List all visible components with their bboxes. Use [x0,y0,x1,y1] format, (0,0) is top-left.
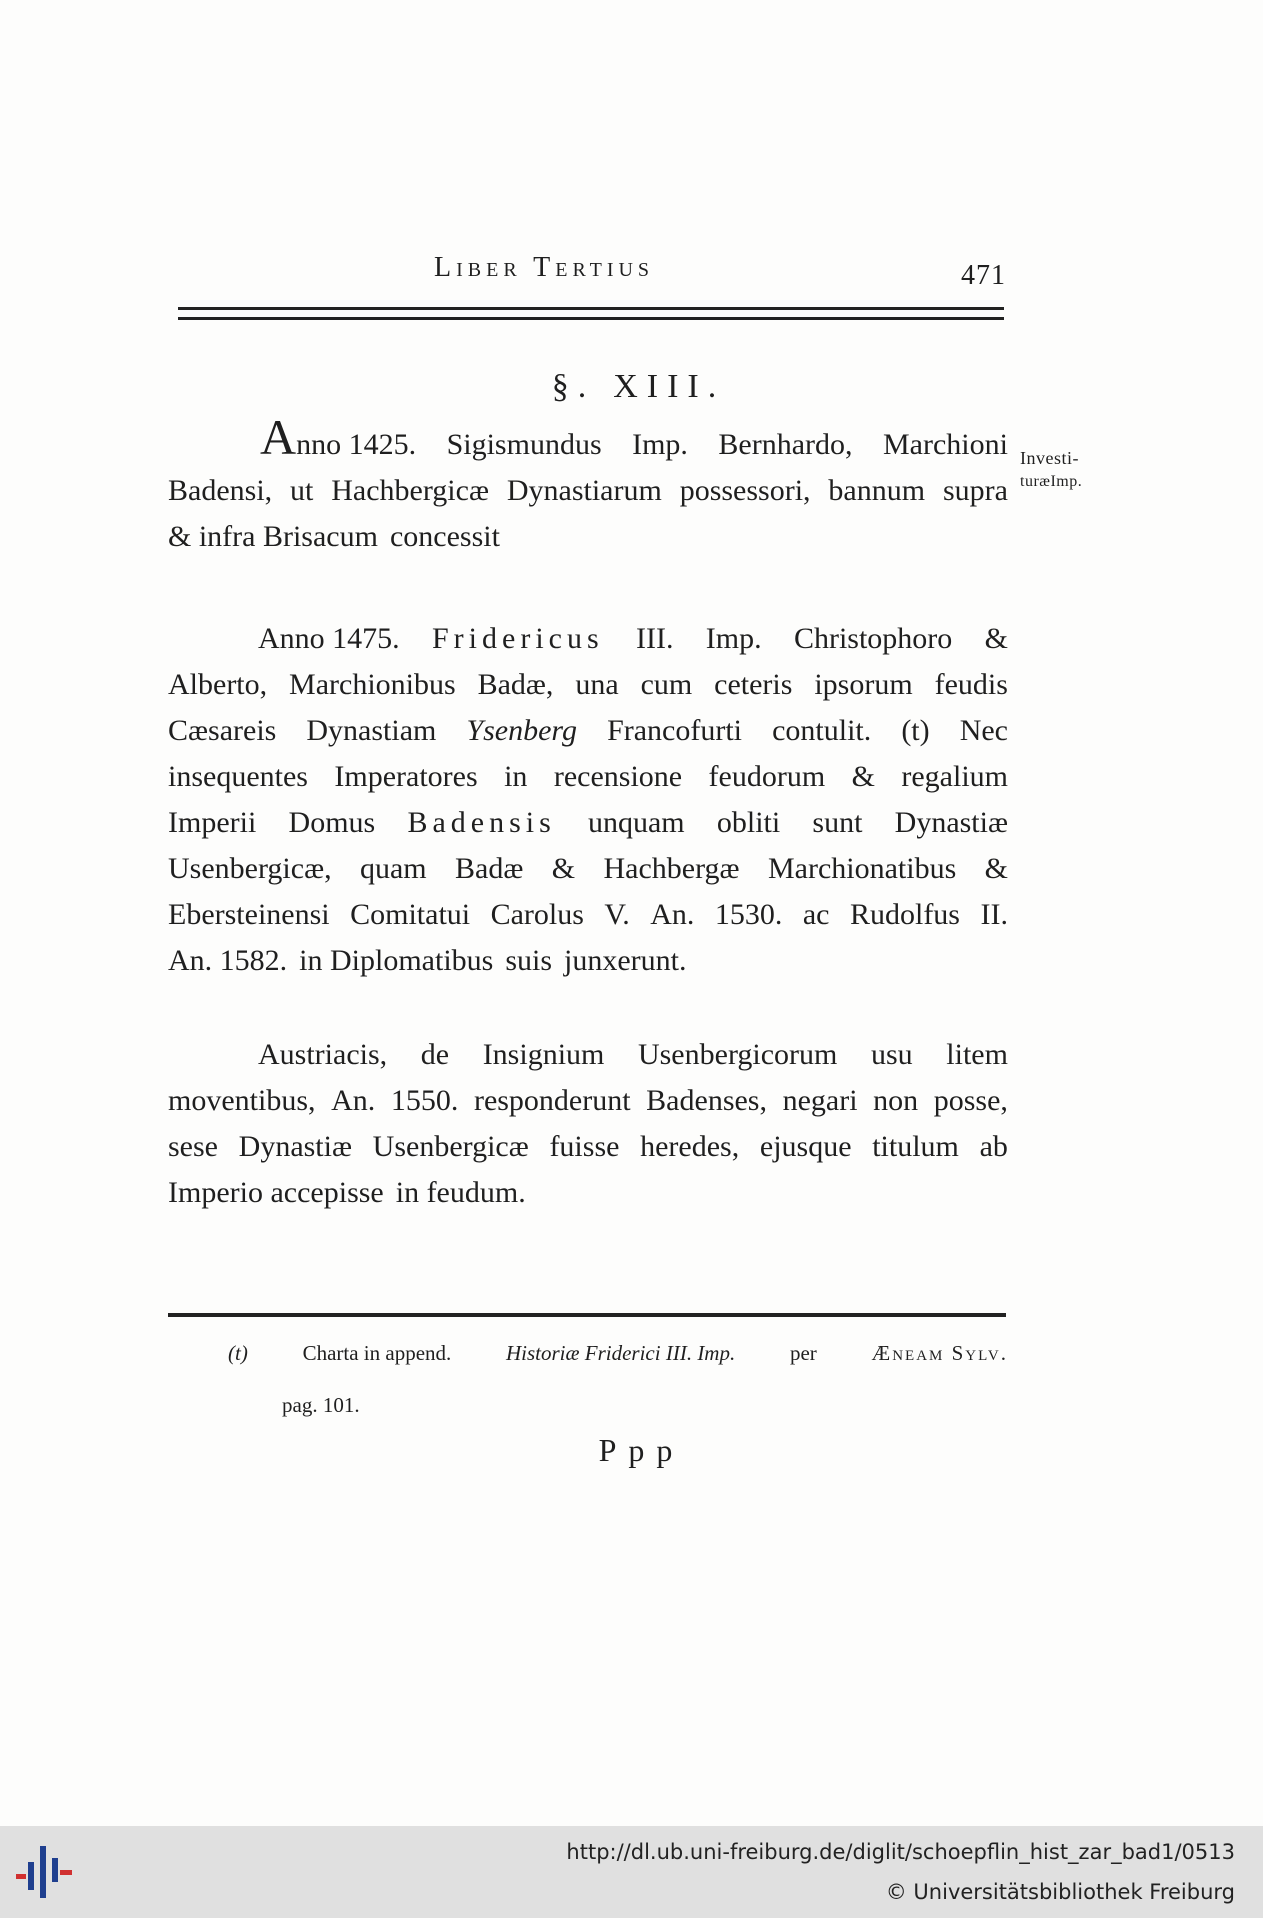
word: V. [604,898,630,931]
word: unquam [587,806,685,839]
word: fuisse [549,1130,620,1163]
word: in Diplomatibus [299,944,494,977]
section-number: XIII. [613,368,726,405]
word: & infra Brisacum [168,520,378,553]
text-line [168,708,1008,754]
word: Hachbergicæ [331,474,489,507]
footnote-work-title: Historiæ Friderici III. Imp. [506,1341,736,1365]
word: Imperii [168,806,257,839]
document-url-link[interactable]: http://dl.ub.uni-freiburg.de/diglit/schoepflin_hist_zar_bad1/0513 [566,1840,1235,1864]
printer-signature: Ppp [598,1432,685,1468]
word: Imp. [632,428,688,461]
word: litem [946,1038,1008,1071]
word: Usenbergicæ, [168,852,332,885]
text-line [168,1170,1008,1216]
word: de [420,1038,450,1071]
word: 1550. [390,1084,459,1117]
text-line [168,754,1008,800]
word: III. [635,622,674,655]
footnote-page-ref: pag. 101. [282,1393,360,1417]
word: An. 1582. [168,944,288,977]
word: Dynastiæ [894,806,1008,839]
word: Badensi, [168,474,273,507]
word: An. [331,1084,376,1117]
word: Imp. [705,622,762,655]
word: titulum [872,1130,959,1163]
word: negari [782,1084,858,1117]
word: supra [942,474,1008,507]
word: & [851,760,875,793]
word: ut [290,474,314,507]
text-line [168,892,1008,938]
footnote-rule [168,1313,1006,1317]
word: Badenses, [646,1084,767,1117]
word: feudorum [708,760,826,793]
word: Imperatores [334,760,478,793]
word: Ebersteinensi [168,898,330,931]
word: Francofurti [607,714,743,747]
word: Ysenberg [466,714,577,747]
paragraph-1 [168,409,1008,560]
margin-note-line: turæImp. [1020,473,1083,490]
word: Dynastiæ [238,1130,352,1163]
running-head [178,252,1006,292]
word: ipsorum [814,668,913,701]
header-rule-top [178,307,1004,310]
margin-note-line: Investi- [1020,448,1079,468]
word: Sigismundus [446,428,602,461]
word: & [984,852,1008,885]
word: responderunt [473,1084,631,1117]
word: suis [505,944,553,977]
word: Rudolfus [849,898,960,931]
footnote-ref: (t) [901,714,930,747]
word: insequentes [168,760,308,793]
header-rule-bottom [178,317,1004,320]
footnote-per: per [789,1341,817,1365]
word: Christophoro [793,622,953,655]
word: posse, [933,1084,1008,1117]
text-line [168,1032,1008,1078]
word: ejusque [759,1130,852,1163]
word: feudis [934,668,1008,701]
margin-note [1020,446,1120,494]
word: Anno 1475. [258,622,400,655]
word: obliti [716,806,781,839]
footnote-author: Æneam Sylv. [871,1341,1008,1365]
word: Domus [288,806,376,839]
section-heading [0,368,1263,406]
text-line [168,1124,1008,1170]
word: Anno 1425. [260,409,417,465]
word: & [984,622,1008,655]
footnote-line [228,1339,1008,1367]
word: Dynastiam [306,714,437,747]
word: An. [650,898,695,931]
footnote-text: Charta in append. [302,1341,452,1365]
word: Marchionatibus [767,852,957,885]
word: & [551,852,576,885]
drop-initial: A [260,409,297,465]
word: Insignium [482,1038,605,1071]
copyright-notice: © Universitätsbibliothek Freiburg [885,1880,1235,1904]
word: quam [359,852,427,885]
word: junxerunt. [564,944,687,977]
word: sunt [812,806,863,839]
word: concessit [389,520,500,553]
word: Fridericus [432,622,604,655]
word: ceteris [714,668,793,701]
word: Imperio accepisse [168,1176,384,1209]
word: usu [870,1038,913,1071]
word: Usenbergicorum [637,1038,838,1071]
text-line [168,1078,1008,1124]
word: Badæ [455,852,524,885]
text-line [168,616,1008,662]
word: bannum [828,474,926,507]
word: regalium [901,760,1008,793]
word: 1530. [714,898,783,931]
word: contulit. [772,714,872,747]
word: Usenbergicæ [372,1130,529,1163]
word: moventibus, [168,1084,316,1117]
text-line [168,800,1008,846]
word: Badensis [407,806,556,839]
text-line [168,468,1008,514]
word: Austriacis, [258,1038,388,1071]
text-line [168,514,1008,560]
ub-freiburg-logo-icon [14,1844,78,1900]
footnote [228,1339,1008,1419]
word: Hachbergæ [603,852,740,885]
word: Dynastiarum [506,474,662,507]
word: recensione [553,760,683,793]
word: non [873,1084,919,1117]
word: in [504,760,528,793]
word: Carolus [490,898,584,931]
paragraph-2 [168,616,1008,984]
word: ac [802,898,830,931]
text-line [168,938,1008,984]
word: Comitatui [350,898,471,931]
page-number: 471 [961,260,1006,291]
word: II. [980,898,1008,931]
word: Bernhardo, [718,428,853,461]
section-sign: §. [551,368,596,405]
paragraph-3 [168,1032,1008,1216]
word: sese [168,1130,218,1163]
word: Badæ, [477,668,554,701]
word: Alberto, [168,668,268,701]
running-title: Liber Tertius [434,252,655,283]
text-line [168,662,1008,708]
text-line [168,846,1008,892]
word: heredes, [640,1130,740,1163]
word: ab [979,1130,1008,1163]
text-line [168,409,1008,468]
word: cum [640,668,693,701]
word: in feudum. [395,1176,526,1209]
word: Cæsareis [168,714,277,747]
word: Nec [959,714,1008,747]
word: Marchioni [882,428,1008,461]
word: Marchionibus [289,668,456,701]
footnote-marker: (t) [228,1341,248,1365]
word: possessori, [679,474,811,507]
footer-bar [0,1826,1263,1918]
word: una [575,668,619,701]
